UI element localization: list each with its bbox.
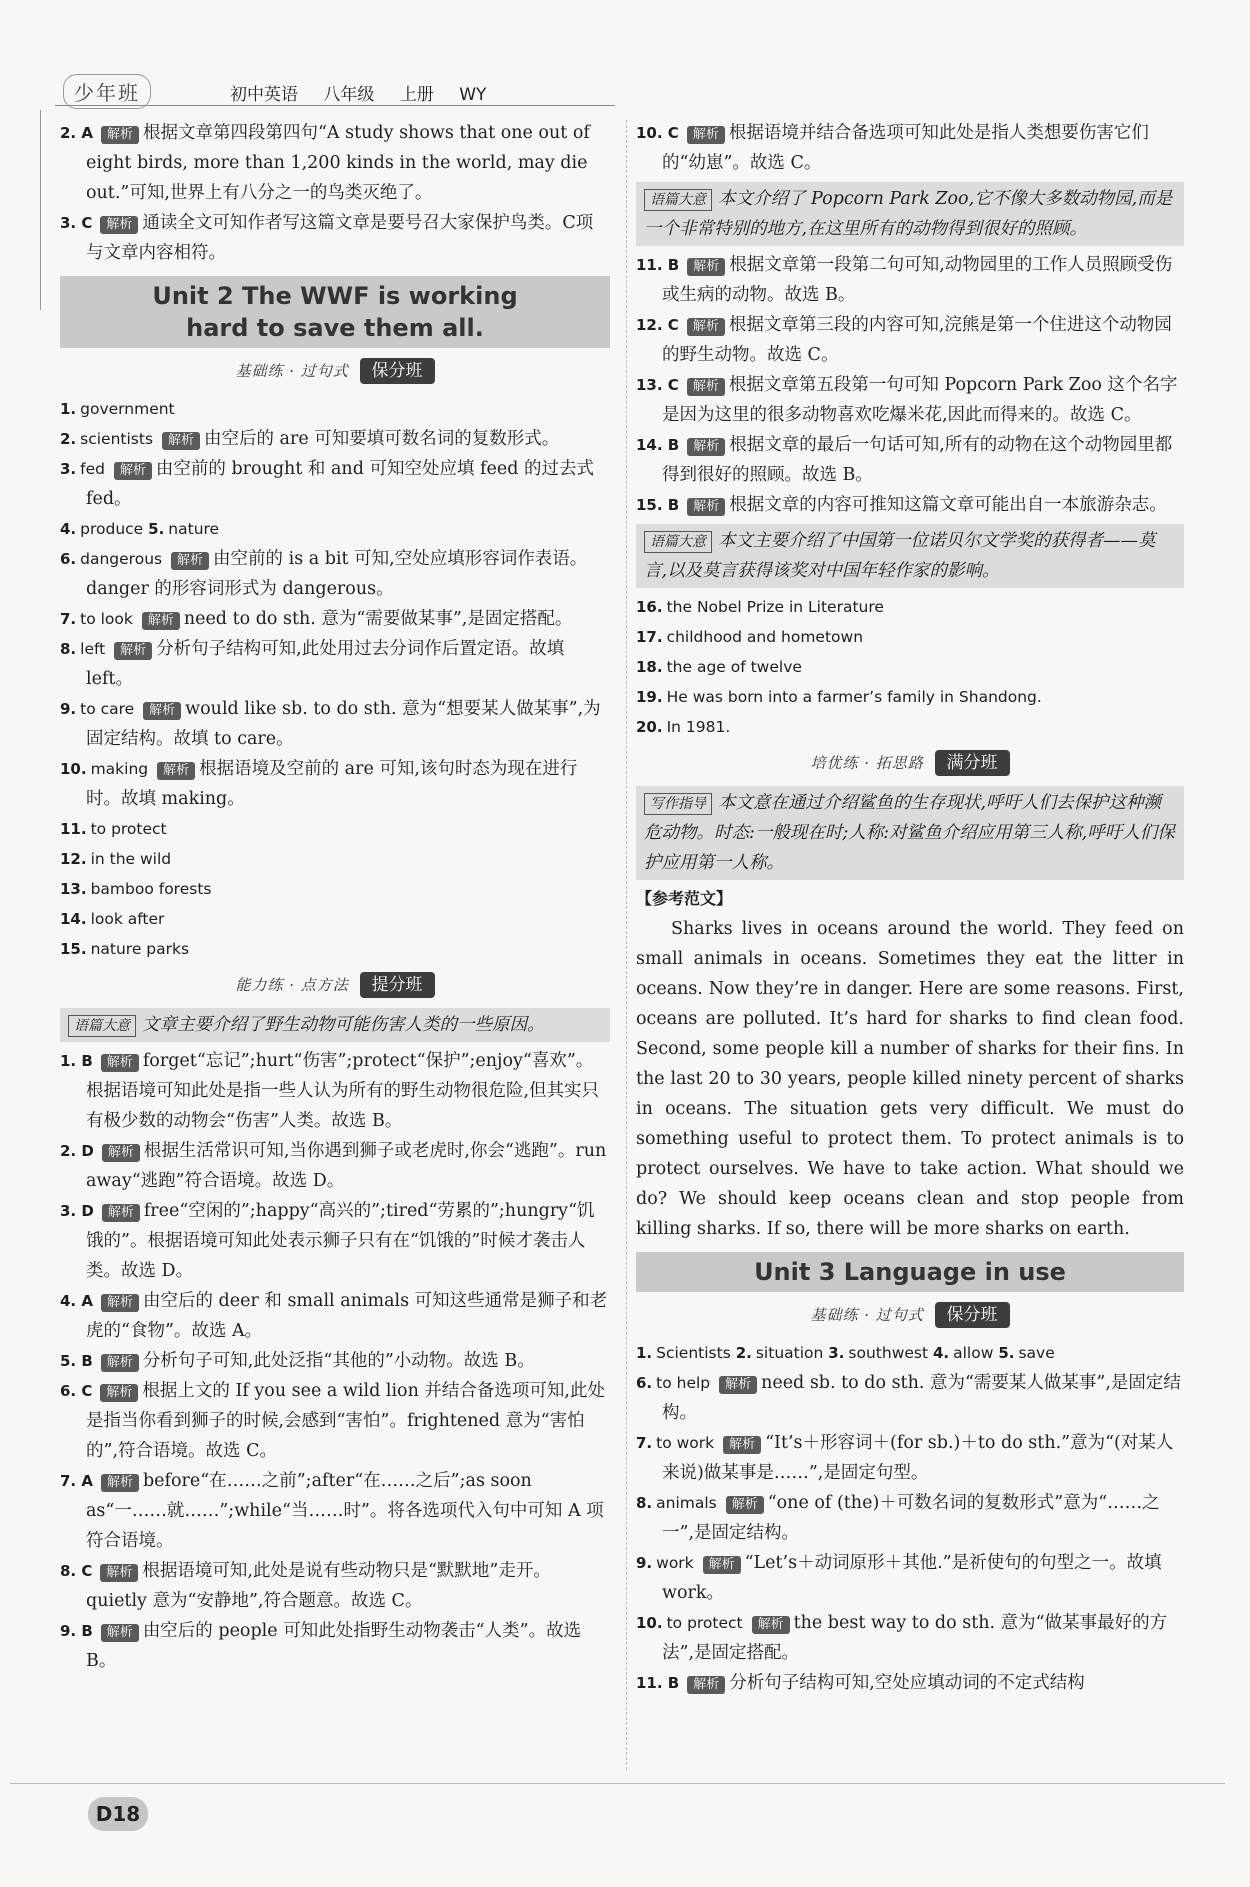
item-answer: nature [168,520,220,538]
unit2-banner [60,276,610,348]
item-explanation: 由空前的 is a bit 可知,空处应填形容词作表语。danger 的形容词形式为 dangerous。 [86,549,588,599]
answer-item [636,490,1184,520]
item-number: 14. B [636,436,680,454]
item-number: 13. [60,880,87,898]
item-number: 13. C [636,376,679,394]
item-answer: government [80,400,175,418]
analysis-tag: 解析 [101,1624,139,1642]
item-answer: nature parks [90,940,190,958]
item-number: 8. C [60,1562,93,1580]
answer-item [60,1046,610,1136]
analysis-tag: 解析 [142,612,180,630]
basic-section-label: 基础练 · 过句式 [235,362,349,380]
answer-item [636,1338,1184,1368]
item-explanation: 根据语境并结合备选项可知此处是指人类想要伤害它们的“幼崽”。故选 C。 [662,123,1149,173]
item-explanation: 分析句子结构可知,此处用过去分词作后置定语。故填 left。 [86,639,565,689]
item-explanation: 根据文章的最后一句话可知,所有的动物在这个动物园里都得到很好的照顾。故选 B。 [662,435,1173,485]
item-explanation: free“空闲的”;happy“高兴的”;tired“劳累的”;hungry“饥饿的”。根据语境可知此处表示狮子只有在“饥饿的”时候才袭击人类。故选 D。 [86,1201,595,1281]
item-answer: the Nobel Prize in Literature [666,598,884,616]
item-explanation: 由空后的 deer 和 small animals 可知这些通常是狮子和老虎的“食物”。故选 A。 [86,1291,608,1341]
answer-item [636,1488,1184,1548]
item-explanation: 根据语境及空前的 are 可知,该句时态为现在进行时。故填 making。 [86,759,578,809]
unit2-title-line1: Unit 2 The WWF is working [152,282,518,310]
item-explanation: 根据文章第三段的内容可知,浣熊是第一个住进这个动物园的野生动物。故选 C。 [662,315,1172,365]
answer-item [60,118,610,208]
right-column [636,118,1184,1698]
subject-label: 初中英语 [230,85,298,105]
item-number: 5. B [60,1352,93,1370]
answer-item [60,544,610,604]
analysis-tag: 解析 [114,642,152,660]
analysis-tag: 解析 [703,1556,741,1574]
item-number: 1. [636,1344,653,1362]
item-number: 10. C [636,124,679,142]
answer-item [636,370,1184,430]
analysis-tag: 解析 [100,216,138,234]
item-answer: Scientists [656,1344,736,1362]
item-explanation: “Let’s＋动词原形＋其他.”是祈使句的句型之一。故填 work。 [662,1553,1162,1603]
item-answer: childhood and hometown [666,628,864,646]
answer-item [636,682,1184,712]
item-answer: southwest [848,1344,933,1362]
item-explanation: 根据语境可知,此处是说有些动物只是“默默地”走开。quietly 意为“安静地”,符合题意。故选 C。 [86,1561,551,1611]
answer-item [60,874,610,904]
writing-guide-text: 本文意在通过介绍鲨鱼的生存现状,呼吁人们去保护这种濒危动物。时态:一般现在时;人称:对鲨鱼介绍应用第三人称,呼吁人们保护应用第一人称。 [644,793,1175,873]
analysis-tag: 解析 [102,1144,140,1162]
answer-item [60,1466,610,1556]
item-explanation: “one of (the)＋可数名词的复数形式”意为“……之一”,是固定结构。 [662,1493,1160,1543]
writing-tag: 写作指导 [644,793,712,815]
item-answer: to look [80,610,138,628]
analysis-tag: 解析 [162,432,200,450]
analysis-tag: 解析 [723,1436,761,1454]
analysis-tag: 解析 [687,258,725,276]
analysis-tag: 解析 [101,1054,139,1072]
answer-item [636,1668,1184,1698]
item-number: 6. [60,550,77,568]
item-number: 2. D [60,1142,94,1160]
item-answer: In 1981. [666,718,731,736]
item-number: 4. [932,1344,950,1362]
answer-item [60,1136,610,1196]
analysis-tag: 解析 [143,702,181,720]
answer-item [60,634,610,694]
item-number: 17. [636,628,663,646]
item-answer: scientists [80,430,158,448]
unit3-title: Unit 3 Language in use [754,1258,1066,1286]
answer-item [60,604,610,634]
item-answer: to protect [666,1614,748,1632]
item-explanation: forget“忘记”;hurt“伤害”;protect“保护”;enjoy“喜欢”。根据语境可知此处是指一些人认为所有的野生动物很危险,但其实只有极少数的动物会“伤害”人类。故选 B。 [86,1051,600,1131]
item-answer: to help [656,1374,716,1392]
item-number: 9. [60,700,77,718]
analysis-tag: 解析 [752,1616,790,1634]
item-number: 15. B [636,496,680,514]
unit3-basic-section-label: 基础练 · 过句式 [810,1306,924,1324]
summary-tag: 语篇大意 [644,531,712,553]
item-answer: He was born into a farmer’s family in Shandong. [666,688,1042,706]
analysis-tag: 解析 [100,1384,138,1402]
item-number: 6. C [60,1382,93,1400]
item-number: 7. [60,610,77,628]
answer-item [636,592,1184,622]
edition-label: WY [459,85,487,105]
passage-summary [60,1008,610,1042]
answer-item [636,1548,1184,1608]
analysis-tag: 解析 [687,126,725,144]
header-rule [55,105,615,106]
item-explanation: 根据上文的 If you see a wild lion 并结合备选项可知,此处是指当你看到狮子的时候,会感到“害怕”。frightened 意为“害怕的”,符合语境。故选 C。 [86,1381,605,1461]
left-column [60,118,610,1676]
page-number: D18 [88,1797,148,1831]
item-number: 11. B [636,1674,680,1692]
item-number: 18. [636,658,663,676]
item-number: 9. B [60,1622,93,1640]
analysis-tag: 解析 [101,1474,139,1492]
item-number: 3. [828,1344,845,1362]
item-number: 4. A [60,1292,93,1310]
item-number: 14. [60,910,87,928]
analysis-tag: 解析 [102,1204,140,1222]
item-answer: in the wild [90,850,172,868]
ability-section-label: 能力练 · 点方法 [235,976,349,994]
item-explanation: 根据生活常识可知,当你遇到狮子或老虎时,你会“逃跑”。run away“逃跑”符合语境。故选 D。 [86,1141,607,1191]
item-number: 3. D [60,1202,94,1220]
answer-item [636,250,1184,310]
summary-text: 本文介绍了 Popcorn Park Zoo,它不像大多数动物园,而是一个非常特别的地方,在这里所有的动物得到很好的照顾。 [644,189,1173,239]
answer-item [60,208,610,268]
passage-summary [636,182,1184,246]
item-answer: save [1018,1344,1055,1362]
item-explanation: 根据文章第四段第四句“A study shows that one out of eight birds, more than 1,200 kinds in the world, may die out.”可知,世界上有八分之一的鸟类灭绝了。 [86,123,590,203]
analysis-tag: 解析 [687,438,725,456]
item-number: 1. B [60,1052,93,1070]
item-answer: to protect [90,820,167,838]
item-answer: produce [80,520,149,538]
item-answer: to work [656,1434,720,1452]
unit3-banner [636,1252,1184,1292]
column-divider [626,120,627,1770]
item-number: 19. [636,688,663,706]
item-explanation: “It’s＋形容词＋(for sb.)＋to do sth.”意为“(对某人来说)做某事是……”,是固定句型。 [662,1433,1174,1483]
item-explanation: 由空后的 are 可知要填可数名词的复数形式。 [203,429,560,449]
grade-label: 八年级 [323,85,375,105]
analysis-tag: 解析 [687,378,725,396]
item-number: 3. C [60,214,93,232]
advanced-section-label: 培优练 · 拓思路 [810,754,924,772]
item-number: 20. [636,718,663,736]
item-number: 6. [636,1374,653,1392]
answer-item [636,712,1184,742]
item-answer: the age of twelve [666,658,802,676]
writing-guide [636,786,1184,880]
item-number: 16. [636,598,663,616]
item-number: 7. A [60,1472,93,1490]
item-explanation: 根据文章第一段第二句可知,动物园里的工作人员照顾受伤或生病的动物。故选 B。 [662,255,1173,305]
answer-item [636,1368,1184,1428]
item-number: 12. [60,850,87,868]
item-number: 4. [60,520,77,538]
item-answer: left [80,640,111,658]
item-number: 1. [60,400,77,418]
answer-item [636,310,1184,370]
item-number: 12. C [636,316,679,334]
answer-item [60,514,610,544]
item-answer: work [656,1554,699,1572]
item-number: 5. [998,1344,1015,1362]
basic-section-pill: 保分班 [360,358,435,384]
item-number: 11. B [636,256,680,274]
summary-tag: 语篇大意 [644,189,712,211]
item-explanation: would like sb. to do sth. 意为“想要某人做某事”,为固定结构。故填 to care。 [86,699,601,749]
item-number: 10. [60,760,87,778]
page-header [55,68,615,108]
item-answer: allow [953,1344,999,1362]
item-explanation: 根据文章的内容可推知这篇文章可能出自一本旅游杂志。 [729,495,1167,515]
analysis-tag: 解析 [726,1496,764,1514]
item-answer: dangerous [80,550,168,568]
advanced-section-pill: 满分班 [935,750,1010,776]
ability-section-pill: 提分班 [360,972,435,998]
answer-item [636,118,1184,178]
item-explanation: need sb. to do sth. 意为“需要某人做某事”,是固定结构。 [662,1373,1181,1423]
analysis-tag: 解析 [687,1676,725,1694]
item-number: 8. [60,640,77,658]
analysis-tag: 解析 [101,126,139,144]
basic-section-heading [60,356,610,386]
brand-logo: 少年班 [63,74,151,109]
item-number: 3. [60,460,77,478]
analysis-tag: 解析 [114,462,152,480]
decor-line [40,110,55,310]
analysis-tag: 解析 [101,1294,139,1312]
item-answer: to care [80,700,140,718]
answer-item [60,694,610,754]
item-number: 11. [60,820,87,838]
answer-item [60,394,610,424]
item-number: 5. [148,520,165,538]
item-answer: look after [90,910,165,928]
item-number: 15. [60,940,87,958]
summary-tag: 语篇大意 [68,1015,136,1037]
answer-item [60,754,610,814]
item-answer: fed [80,460,110,478]
answer-item [636,622,1184,652]
answer-item [60,1556,610,1616]
answer-item [60,904,610,934]
item-explanation: before“在……之前”;after“在……之后”;as soon as“一……就……”;while“当……时”。将各选项代入句中可知 A 项符合语境。 [86,1471,604,1551]
passage-summary [636,524,1184,588]
item-number: 8. [636,1494,653,1512]
answer-item [60,454,610,514]
item-explanation: the best way to do sth. 意为“做某事最好的方法”,是固定搭配。 [662,1613,1168,1663]
item-number: 9. [636,1554,653,1572]
answer-item [60,1346,610,1376]
item-answer: situation [755,1344,829,1362]
analysis-tag: 解析 [687,498,725,516]
answer-item [60,1286,610,1346]
answer-item [636,430,1184,490]
analysis-tag: 解析 [171,552,209,570]
analysis-tag: 解析 [719,1376,757,1394]
answer-item [60,814,610,844]
item-answer: bamboo forests [90,880,212,898]
answer-item [60,844,610,874]
unit2-title-line2: hard to save them all. [186,314,484,342]
answer-item [636,652,1184,682]
answer-item [636,1608,1184,1668]
model-essay: Sharks lives in oceans around the world. They feed on small animals in oceans. Sometimes they eat the litter in oceans. Now they’re in danger. Here are some reasons. First, oceans are polluted. It’s hard for sharks to find clean food. Second, some people kill a number of sharks for their fins. In the last 20 to 30 years, people killed ninety percent of sharks in oceans. The situation gets very difficult. We must do something useful to protect them. To protect animals is to protect ourselves. We have to take action. What should we do? We should keep oceans clean and stop people from killing sharks. If so, there will be more sharks on earth. [636,919,1184,1239]
book-info [230,80,506,105]
ability-section-heading [60,970,610,1000]
item-explanation: 由空前的 brought 和 and 可知空处应填 feed 的过去式 fed。 [86,459,594,509]
answer-item [60,1616,610,1676]
answer-item [60,1196,610,1286]
item-number: 2. A [60,124,93,142]
item-explanation: 分析句子结构可知,空处应填动词的不定式结构 [729,1673,1085,1693]
unit3-basic-section-pill: 保分班 [935,1302,1010,1328]
answer-item [60,1376,610,1466]
footer-rule [10,1783,1225,1784]
analysis-tag: 解析 [157,762,195,780]
analysis-tag: 解析 [100,1564,138,1582]
item-answer: making [90,760,154,778]
answer-item [60,424,610,454]
item-number: 10. [636,1614,663,1632]
advanced-section-heading [636,748,1184,778]
summary-text: 本文主要介绍了中国第一位诺贝尔文学奖的获得者——莫言,以及莫言获得该奖对中国年轻作家的影响。 [644,531,1156,581]
analysis-tag: 解析 [101,1354,139,1372]
reference-label: 【参考范文】 [636,889,733,908]
analysis-tag: 解析 [687,318,725,336]
answer-item [636,1428,1184,1488]
item-answer: animals [656,1494,722,1512]
term-label: 上册 [399,85,434,105]
unit3-basic-section-heading [636,1300,1184,1330]
item-number: 2. [735,1344,752,1362]
item-explanation: 分析句子可知,此处泛指“其他的”小动物。故选 B。 [142,1351,535,1371]
item-number: 7. [636,1434,653,1452]
answer-item [60,934,610,964]
item-explanation: 通读全文可知作者写这篇文章是要号召大家保护鸟类。C项与文章内容相符。 [86,213,594,263]
item-explanation: 根据文章第五段第一句可知 Popcorn Park Zoo 这个名字是因为这里的很多动物喜欢吃爆米花,因此而得来的。故选 C。 [662,375,1178,425]
item-explanation: need to do sth. 意为“需要做某事”,是固定搭配。 [183,609,573,629]
item-explanation: 由空后的 people 可知此处指野生动物袭击“人类”。故选 B。 [86,1621,582,1671]
summary-text: 文章主要介绍了野生动物可能伤害人类的一些原因。 [142,1015,545,1035]
item-number: 2. [60,430,77,448]
